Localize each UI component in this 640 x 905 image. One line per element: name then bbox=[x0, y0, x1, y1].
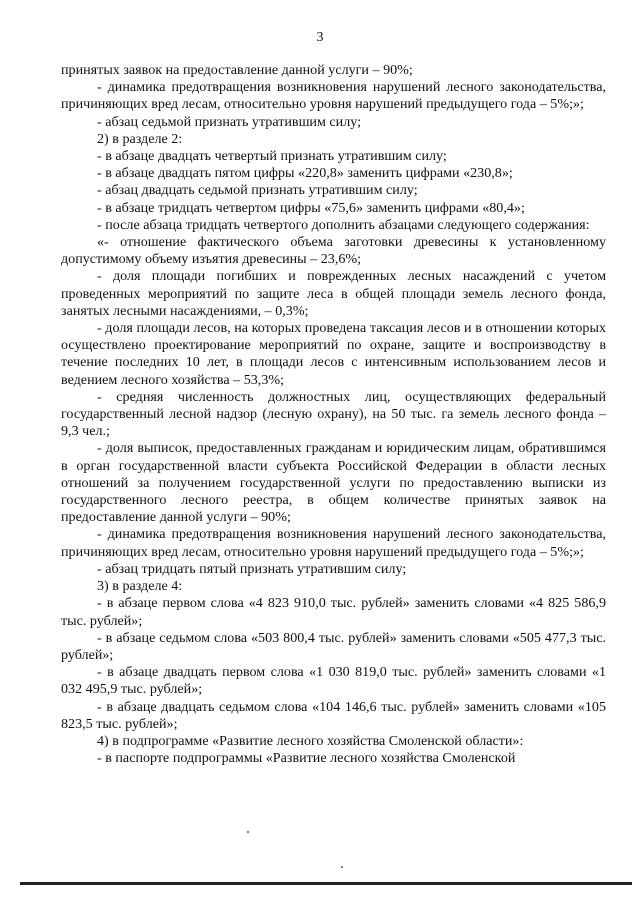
document-body bbox=[61, 62, 606, 767]
paragraph: - после абзаца тридцать четвертого дополнить абзацами следующего содержания: bbox=[97, 216, 590, 233]
paragraph: 4) в подпрограмме «Развитие лесного хозяйства Смоленской области»: bbox=[97, 732, 524, 749]
paragraph: - средняя численность должностных лиц, осуществляющих федеральный государственный лесной надзор (лесную охрану), на 50 тыс. га земель лесного фонда – 9,3 чел.; bbox=[61, 388, 606, 440]
paragraph: - динамика предотвращения возникновения нарушений лесного законодательства, причиняющих вред лесам, относительно уровня нарушений предыдущего года – 5%;»; bbox=[61, 526, 606, 560]
paragraph: - в абзаце двадцать первом слова «1 030 819,0 тыс. рублей» заменить словами «1 032 495,9 тыс. рублей»; bbox=[61, 664, 606, 698]
paragraph: - абзац седьмой признать утратившим силу; bbox=[97, 113, 362, 130]
paragraph: - динамика предотвращения возникновения нарушений лесного законодательства, причиняющих вред лесам, относительно уровня нарушений предыдущего года – 5%;»; bbox=[61, 79, 606, 113]
paragraph: принятых заявок на предоставление данной услуги – 90%; bbox=[61, 62, 413, 78]
paragraph: - доля площади погибших и поврежденных лесных насаждений с учетом проведенных мероприятий по защите леса в общей площади земель лесного фонда, занятых лесными насаждениями, – 0,3%; bbox=[61, 268, 606, 319]
paragraph: 3) в разделе 4: bbox=[97, 578, 183, 595]
bottom-border-line bbox=[20, 882, 632, 885]
paragraph: - доля площади лесов, на которых проведена таксация лесов и в отношении которых осуществлено проектирование мероприятий по охране, защите и воспроизводству в течение последних 10 лет, в площади лесов с интенсивным использованием лесов и ведением лесного хозяйства – 53,3%; bbox=[61, 320, 606, 388]
paragraph: - доля выписок, предоставленных гражданам и юридическим лицам, обратившимся в орган государственной власти субъекта Российской Федерации в области лесных отношений за получением государственной услуги по предоставлению выписки из государственного лесного реестра, в общем количестве принятых заявок на предоставление данной услуги – 90%; bbox=[61, 440, 606, 526]
paragraph: «- отношение фактического объема заготовки древесины к установленному допустимому объему изъятия древесины – 23,6%; bbox=[61, 234, 606, 268]
page-number: 3 bbox=[316, 30, 324, 45]
paragraph: - в абзаце первом слова «4 823 910,0 тыс. рублей» заменить словами «4 825 586,9 тыс. рублей»; bbox=[61, 595, 606, 629]
paragraph: - в паспорте подпрограммы «Развитие лесного хозяйства Смоленской bbox=[97, 750, 516, 767]
paragraph: - в абзаце седьмом слова «503 800,4 тыс. рублей» заменить словами «505 477,3 тыс. рублей»; bbox=[61, 629, 606, 663]
paragraph: 2) в разделе 2: bbox=[97, 130, 183, 147]
paragraph: - абзац двадцать седьмой признать утратившим силу; bbox=[97, 182, 418, 199]
paragraph: - в абзаце двадцать четвертый признать утратившим силу; bbox=[97, 148, 447, 165]
paragraph: - в абзаце тридцать четвертом цифры «75,6» заменить цифрами «80,4»; bbox=[97, 199, 525, 216]
scan-speck bbox=[341, 866, 343, 868]
paragraph: - в абзаце двадцать седьмом слова «104 146,6 тыс. рублей» заменить словами «105 823,5 тыс. рублей»; bbox=[61, 698, 606, 732]
paragraph: - абзац тридцать пятый признать утратившим силу; bbox=[97, 560, 407, 577]
paragraph: - в абзаце двадцать пятом цифры «220,8» заменить цифрами «230,8»; bbox=[97, 165, 513, 182]
scan-speck bbox=[247, 831, 249, 833]
